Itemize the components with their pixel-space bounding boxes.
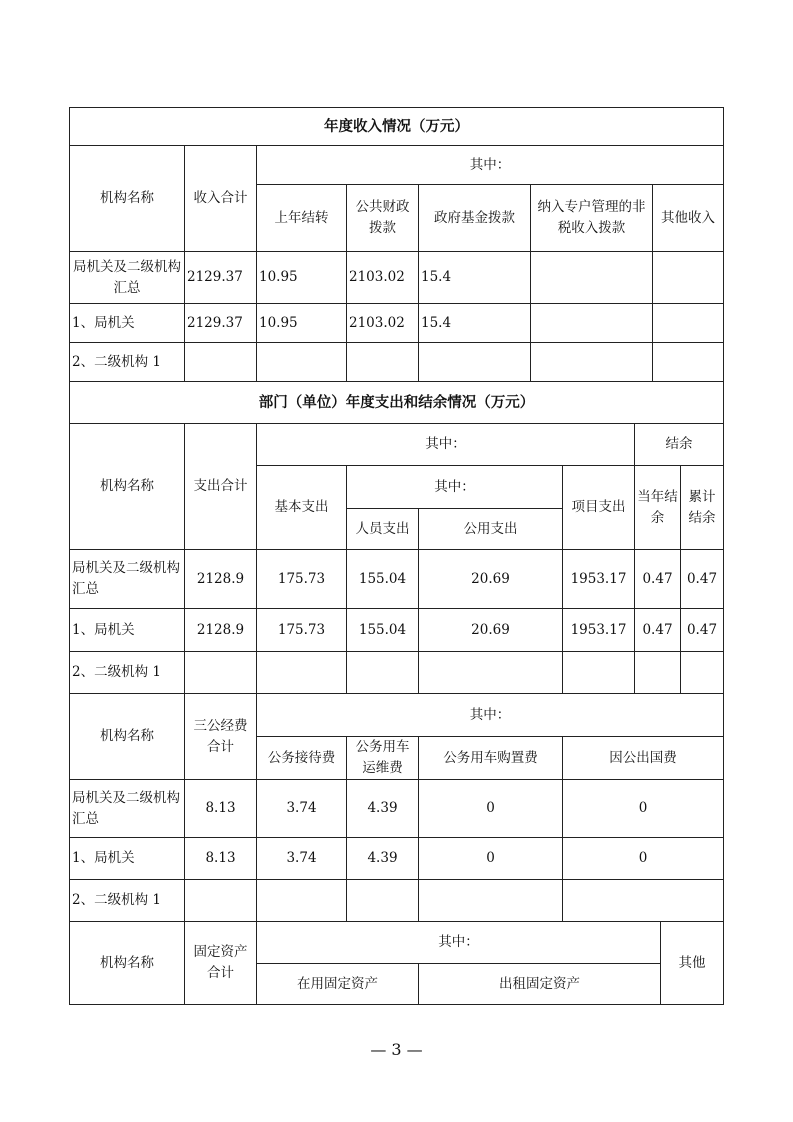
header-public-finance: 公共财政拨款	[347, 185, 419, 252]
row-name: 2、二级机构 1	[70, 880, 185, 922]
three-public-table	[69, 693, 724, 922]
cell: 155.04	[347, 550, 419, 609]
table-row	[70, 304, 724, 343]
header-carryover: 上年结转	[257, 185, 347, 252]
cell: 3.74	[257, 780, 347, 838]
cell: 4.39	[347, 780, 419, 838]
cell	[347, 652, 419, 694]
cell: 2128.9	[185, 550, 257, 609]
header-org-name: 机构名称	[70, 424, 185, 550]
income-title: 年度收入情况（万元）	[70, 108, 724, 146]
header-vehicle-purchase: 公务用车购置费	[419, 737, 563, 780]
cell: 175.73	[257, 550, 347, 609]
cell	[185, 880, 257, 922]
table-row	[70, 343, 724, 382]
cell: 2128.9	[185, 609, 257, 652]
assets-table	[69, 921, 724, 1005]
cell	[419, 343, 531, 382]
cell	[419, 880, 563, 922]
header-nontax: 纳入专户管理的非税收入拨款	[531, 185, 653, 252]
header-total: 支出合计	[185, 424, 257, 550]
cell: 155.04	[347, 609, 419, 652]
cell: 4.39	[347, 838, 419, 880]
cell	[681, 652, 724, 694]
cell	[347, 880, 419, 922]
cell: 0.47	[681, 550, 724, 609]
cell: 20.69	[419, 609, 563, 652]
header-vehicle-maintenance: 公务用车运维费	[347, 737, 419, 780]
header-total: 收入合计	[185, 146, 257, 252]
cell: 10.95	[257, 252, 347, 304]
cell	[185, 652, 257, 694]
header-of-which: 其中：	[257, 694, 724, 737]
table-row	[70, 838, 724, 880]
cell: 0.47	[635, 550, 681, 609]
cell: 0.47	[635, 609, 681, 652]
cell	[185, 343, 257, 382]
cell: 15.4	[419, 252, 531, 304]
cell: 2129.37	[185, 304, 257, 343]
table-row	[70, 780, 724, 838]
header-of-which: 其中：	[257, 424, 635, 466]
header-personnel: 人员支出	[347, 509, 419, 550]
cell: 8.13	[185, 780, 257, 838]
cell: 1953.17	[563, 550, 635, 609]
cell: 175.73	[257, 609, 347, 652]
header-public: 公用支出	[419, 509, 563, 550]
row-name: 1、局机关	[70, 609, 185, 652]
header-org-name: 机构名称	[70, 922, 185, 1005]
row-name: 2、二级机构 1	[70, 343, 185, 382]
cell: 1953.17	[563, 609, 635, 652]
header-cumulative-balance: 累计结余	[681, 466, 724, 550]
income-table	[69, 107, 724, 382]
table-row	[70, 252, 724, 304]
cell: 15.4	[419, 304, 531, 343]
expense-table	[69, 381, 724, 694]
page-number: — 3 —	[370, 1040, 423, 1059]
cell: 3.74	[257, 838, 347, 880]
header-overseas: 因公出国费	[563, 737, 724, 780]
cell: 0.47	[681, 609, 724, 652]
cell: 8.13	[185, 838, 257, 880]
row-name: 局机关及二级机构汇总	[70, 550, 185, 609]
cell	[635, 652, 681, 694]
header-org-name: 机构名称	[70, 146, 185, 252]
cell: 0	[419, 838, 563, 880]
header-other: 其他	[661, 922, 724, 1005]
cell: 0	[563, 838, 724, 880]
header-other-income: 其他收入	[653, 185, 724, 252]
cell	[653, 343, 724, 382]
header-of-which2: 其中：	[347, 466, 563, 509]
header-leased: 出租固定资产	[419, 964, 661, 1005]
report-tables	[69, 107, 723, 1005]
cell	[531, 343, 653, 382]
header-gov-fund: 政府基金拨款	[419, 185, 531, 252]
cell	[531, 304, 653, 343]
header-current-balance: 当年结余	[635, 466, 681, 550]
cell: 0	[419, 780, 563, 838]
header-project: 项目支出	[563, 466, 635, 550]
cell: 2103.02	[347, 304, 419, 343]
table-row	[70, 880, 724, 922]
cell: 0	[563, 780, 724, 838]
cell	[257, 880, 347, 922]
header-org-name: 机构名称	[70, 694, 185, 780]
header-total: 三公经费合计	[185, 694, 257, 780]
header-in-use: 在用固定资产	[257, 964, 419, 1005]
header-reception: 公务接待费	[257, 737, 347, 780]
header-balance: 结余	[635, 424, 724, 466]
header-basic: 基本支出	[257, 466, 347, 550]
row-name: 1、局机关	[70, 838, 185, 880]
cell	[347, 343, 419, 382]
cell	[563, 652, 635, 694]
cell	[531, 252, 653, 304]
table-row	[70, 652, 724, 694]
cell	[653, 304, 724, 343]
cell	[653, 252, 724, 304]
header-of-which: 其中：	[257, 922, 661, 964]
cell: 2103.02	[347, 252, 419, 304]
cell	[257, 343, 347, 382]
table-row	[70, 550, 724, 609]
row-name: 局机关及二级机构汇总	[70, 252, 185, 304]
expense-title: 部门（单位）年度支出和结余情况（万元）	[70, 382, 724, 424]
header-total: 固定资产合计	[185, 922, 257, 1005]
row-name: 局机关及二级机构汇总	[70, 780, 185, 838]
cell	[419, 652, 563, 694]
table-row	[70, 609, 724, 652]
cell	[563, 880, 724, 922]
cell	[257, 652, 347, 694]
cell: 2129.37	[185, 252, 257, 304]
header-of-which: 其中：	[257, 146, 724, 185]
row-name: 1、局机关	[70, 304, 185, 343]
row-name: 2、二级机构 1	[70, 652, 185, 694]
cell: 20.69	[419, 550, 563, 609]
cell: 10.95	[257, 304, 347, 343]
